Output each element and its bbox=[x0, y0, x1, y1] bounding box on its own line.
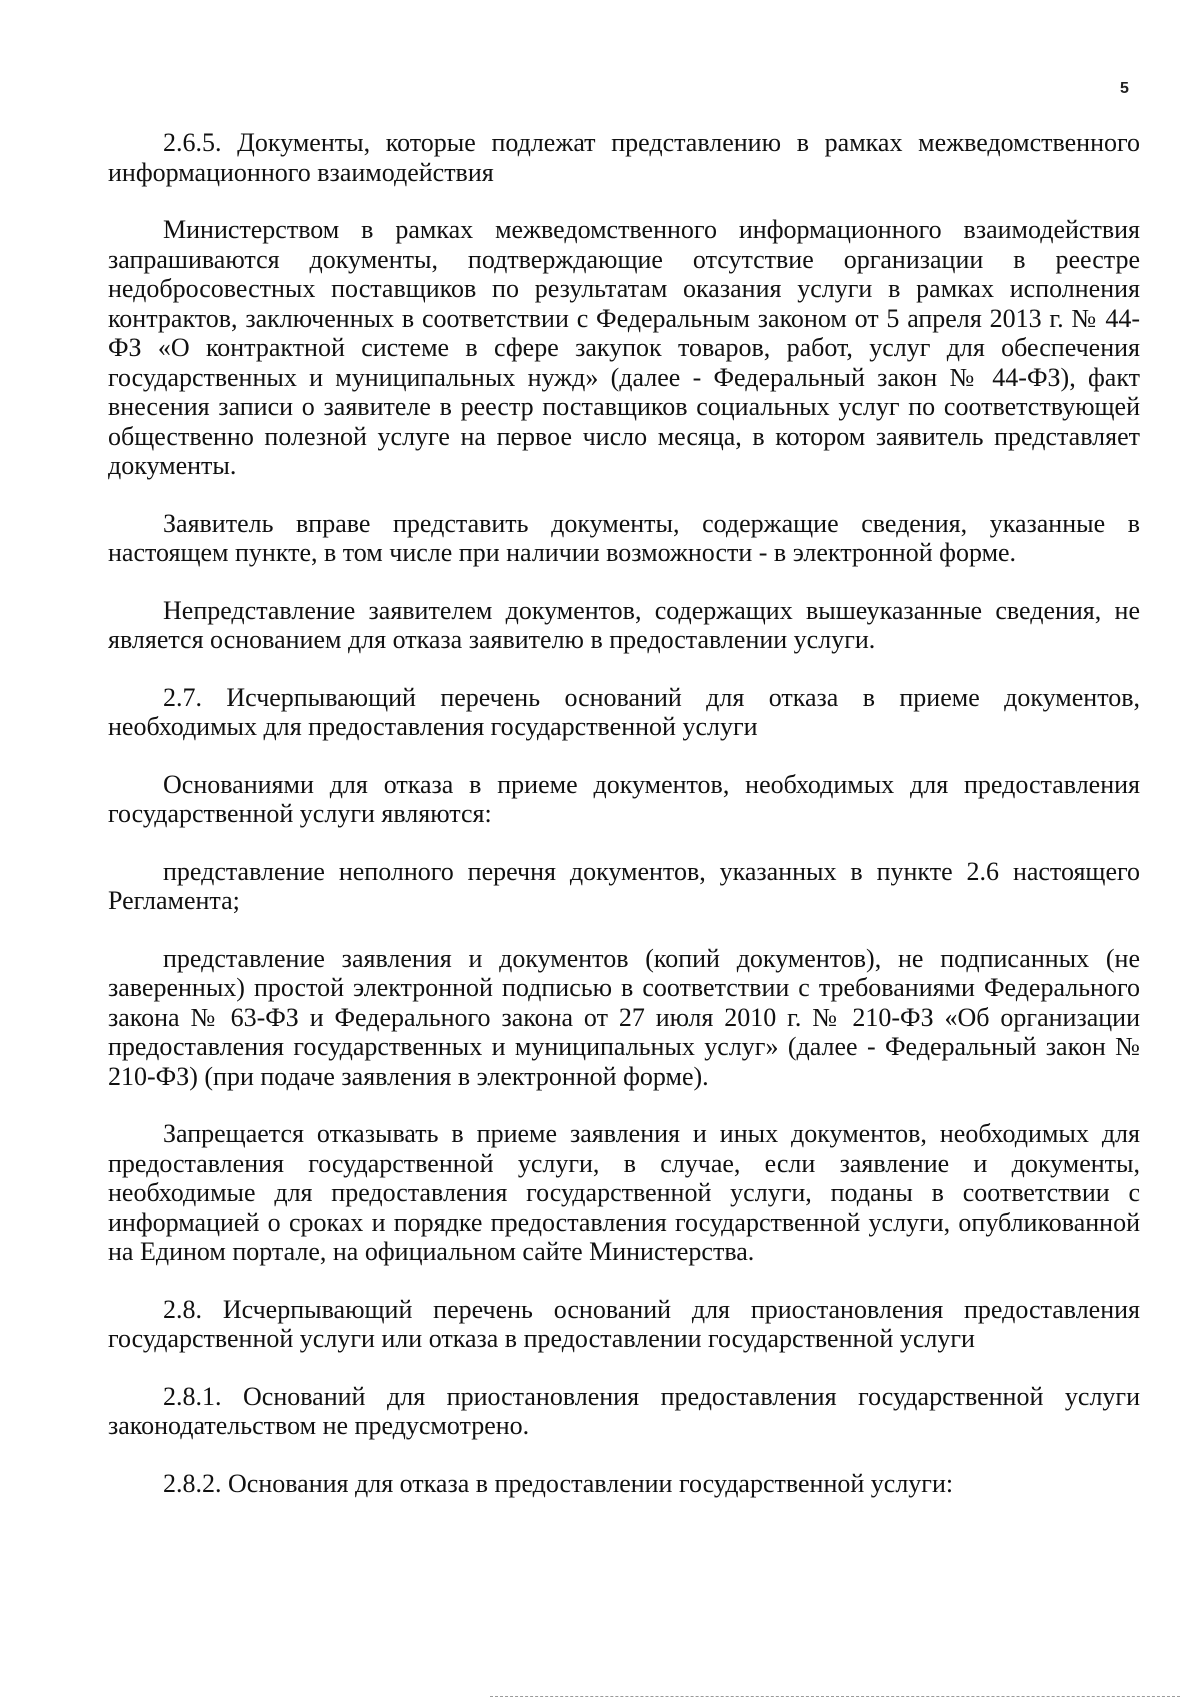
footer-divider bbox=[490, 1696, 1180, 1697]
section-2-8-heading: 2.8. Исчерпывающий перечень оснований для приостановления предоставления государственной услуги или отказа в предоставлении государственной услуги bbox=[108, 1294, 1140, 1353]
section-2-8-1-paragraph: 2.8.1. Оснований для приостановления предоставления государственной услуги законодательством не предусмотрено. bbox=[108, 1381, 1140, 1440]
ministry-request-paragraph: Министерством в рамках межведомственного информационного взаимодействия запрашиваются документы, подтверждающие отсутствие организации в реестре недобросовестных поставщиков по результатам оказания услуги в рамках исполнения контрактов, заключенных в соответствии с Федеральным законом от 5 апреля 2013 г. № 44-ФЗ «О контрактной системе в сфере закупок товаров, работ, услуг для обеспечения государственных и муниципальных нужд» (далее - Федеральный закон № 44-ФЗ), факт внесения записи о заявителе в реестр поставщиков социальных услуг по соответствующей общественно полезной услуге на первое число месяца, в котором заявитель представляет документы. bbox=[108, 215, 1140, 480]
refusal-grounds-intro: Основаниями для отказа в приеме документов, необходимых для предоставления государственной услуги являются: bbox=[108, 769, 1140, 828]
applicant-right-paragraph: Заявитель вправе представить документы, содержащие сведения, указанные в настоящем пункте, в том числе при наличии возможности - в электронной форме. bbox=[108, 508, 1140, 567]
section-2-8-2-paragraph: 2.8.2. Основания для отказа в предоставлении государственной услуги: bbox=[163, 1468, 954, 1498]
refusal-ground-incomplete-list: представление неполного перечня документов, указанных в пункте 2.6 настоящего Регламента; bbox=[108, 856, 1140, 915]
refusal-prohibition-paragraph: Запрещается отказывать в приеме заявления и иных документов, необходимых для предоставления государственной услуги, в случае, если заявление и документы, необходимые для предоставления государственной услуги, поданы в соответствии с информацией о сроках и порядке предоставления государственной услуги, опубликованной на Едином портале, на официальном сайте Министерства. bbox=[108, 1119, 1140, 1266]
non-submission-paragraph: Непредставление заявителем документов, содержащих вышеуказанные сведения, не является основанием для отказа заявителю в предоставлении услуги. bbox=[108, 595, 1140, 654]
section-2-6-5-heading: 2.6.5. Документы, которые подлежат представлению в рамках межведомственного информационного взаимодействия bbox=[108, 128, 1140, 187]
document-body bbox=[108, 128, 1140, 1498]
section-2-7-heading: 2.7. Исчерпывающий перечень оснований для отказа в приеме документов, необходимых для предоставления государственной услуги bbox=[108, 682, 1140, 741]
page-number: 5 bbox=[1120, 80, 1129, 97]
refusal-ground-unsigned-documents: представление заявления и документов (копий документов), не подписанных (не заверенных) простой электронной подписью в соответствии с требованиями Федерального закона № 63-ФЗ и Федерального закона от 27 июля 2010 г. № 210-ФЗ «Об организации предоставления государственных и муниципальных услуг» (далее - Федеральный закон № 210-ФЗ) (при подаче заявления в электронной форме). bbox=[108, 943, 1140, 1091]
